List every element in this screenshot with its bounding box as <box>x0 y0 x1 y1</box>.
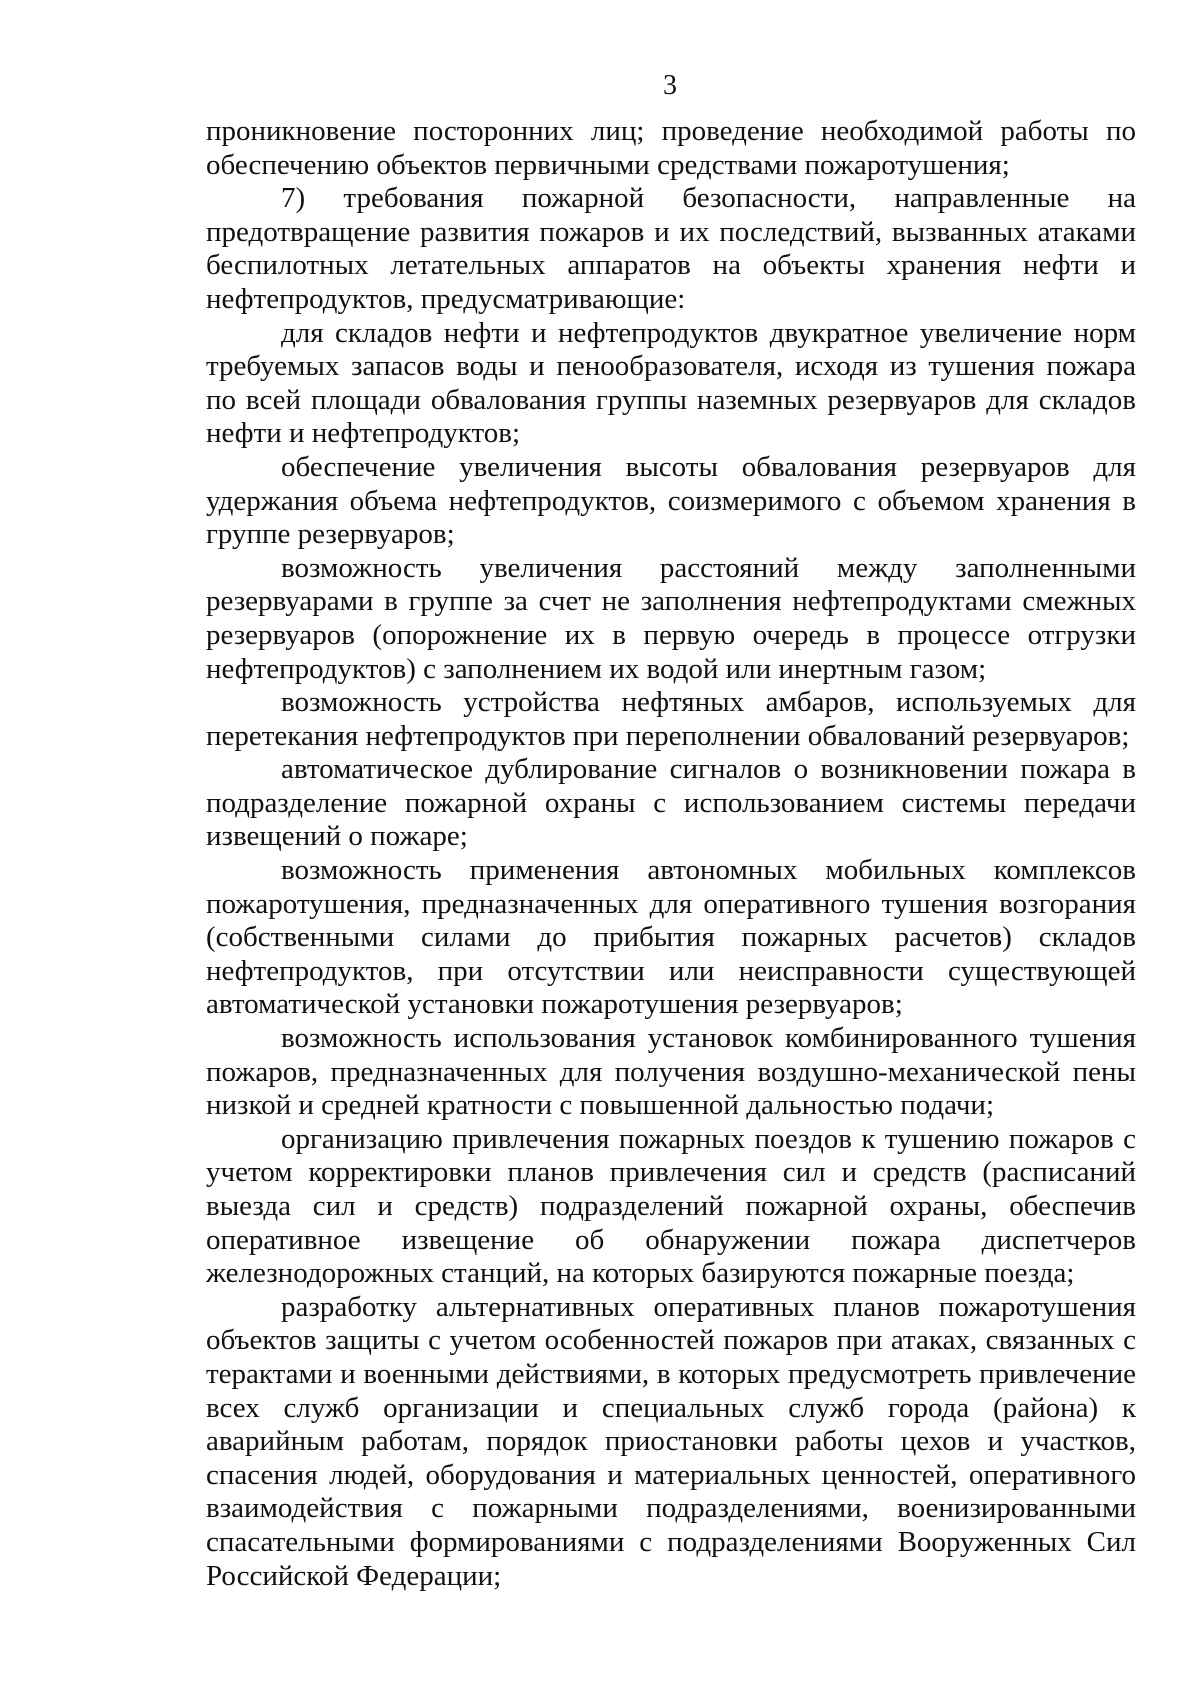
document-body <box>206 115 1136 1593</box>
paragraph-continuation: проникновение посторонних лиц; проведение необходимой работы по обеспечению объектов первичными средствами пожаротушения; <box>206 115 1136 181</box>
paragraph-tank-distances: возможность увеличения расстояний между заполненными резервуарами в группе за счет не заполнения нефтепродуктами смежных резервуаров (опорожнение их в первую очередь в процессе отгрузки нефтепродуктов) с заполнением их водой или инертным газом; <box>206 551 1136 685</box>
paragraph-alternative-plans: разработку альтернативных оперативных планов пожаротушения объектов защиты с учетом особенностей пожаров при атаках, связанных с терактами и военными действиями, в которых предусмотреть привлечение всех служб организации и специальных служб города (района) к аварийным работам, порядок приостановки работы цехов и участков, спасения людей, оборудования и материальных ценностей, оперативного взаимодействия с пожарными подразделениями, военизированными спасательными формированиями с подразделениями Вооруженных Сил Российской Федерации; <box>206 1290 1136 1592</box>
paragraph-mobile-complexes: возможность применения автономных мобильных комплексов пожаротушения, предназначенных для оперативного тушения возгорания (собственными силами до прибытия пожарных расчетов) складов нефтепродуктов, при отсутствии или неисправности существующей автоматической установки пожаротушения резервуаров; <box>206 854 1136 1021</box>
paragraph-combined-extinguishing: возможность использования установок комбинированного тушения пожаров, предназначенных для получения воздушно-механической пены низкой и средней кратности с повышенной дальностью подачи; <box>206 1022 1136 1122</box>
paragraph-item-7: 7) требования пожарной безопасности, направленные на предотвращение развития пожаров и их последствий, вызванных атаками беспилотных летательных аппаратов на объекты хранения нефти и нефтепродуктов, предусматривающие: <box>206 182 1136 315</box>
page-number: 3 <box>663 70 677 101</box>
paragraph-water-foam-reserves: для складов нефти и нефтепродуктов двукратное увеличение норм требуемых запасов воды и пенообразователя, исходя из тушения пожара по всей площади обвалования группы наземных резервуаров для складов нефти и нефтепродуктов; <box>206 316 1136 450</box>
paragraph-alarm-duplication: автоматическое дублирование сигналов о возникновении пожара в подразделение пожарной охраны с использованием системы передачи извещений о пожаре; <box>206 753 1136 853</box>
paragraph-oil-barns: возможность устройства нефтяных амбаров, используемых для перетекания нефтепродуктов при переполнении обвалований резервуаров; <box>206 686 1136 752</box>
paragraph-fire-trains: организацию привлечения пожарных поездов к тушению пожаров с учетом корректировки планов привлечения сил и средств (расписаний выезда сил и средств) подразделений пожарной охраны, обеспечив оперативное извещение об обнаружении пожара диспетчеров железнодорожных станций, на которых базируются пожарные поезда; <box>206 1122 1136 1290</box>
paragraph-embankment-height: обеспечение увеличения высоты обвалования резервуаров для удержания объема нефтепродуктов, соизмеримого с объемом хранения в группе резервуаров; <box>206 450 1136 551</box>
